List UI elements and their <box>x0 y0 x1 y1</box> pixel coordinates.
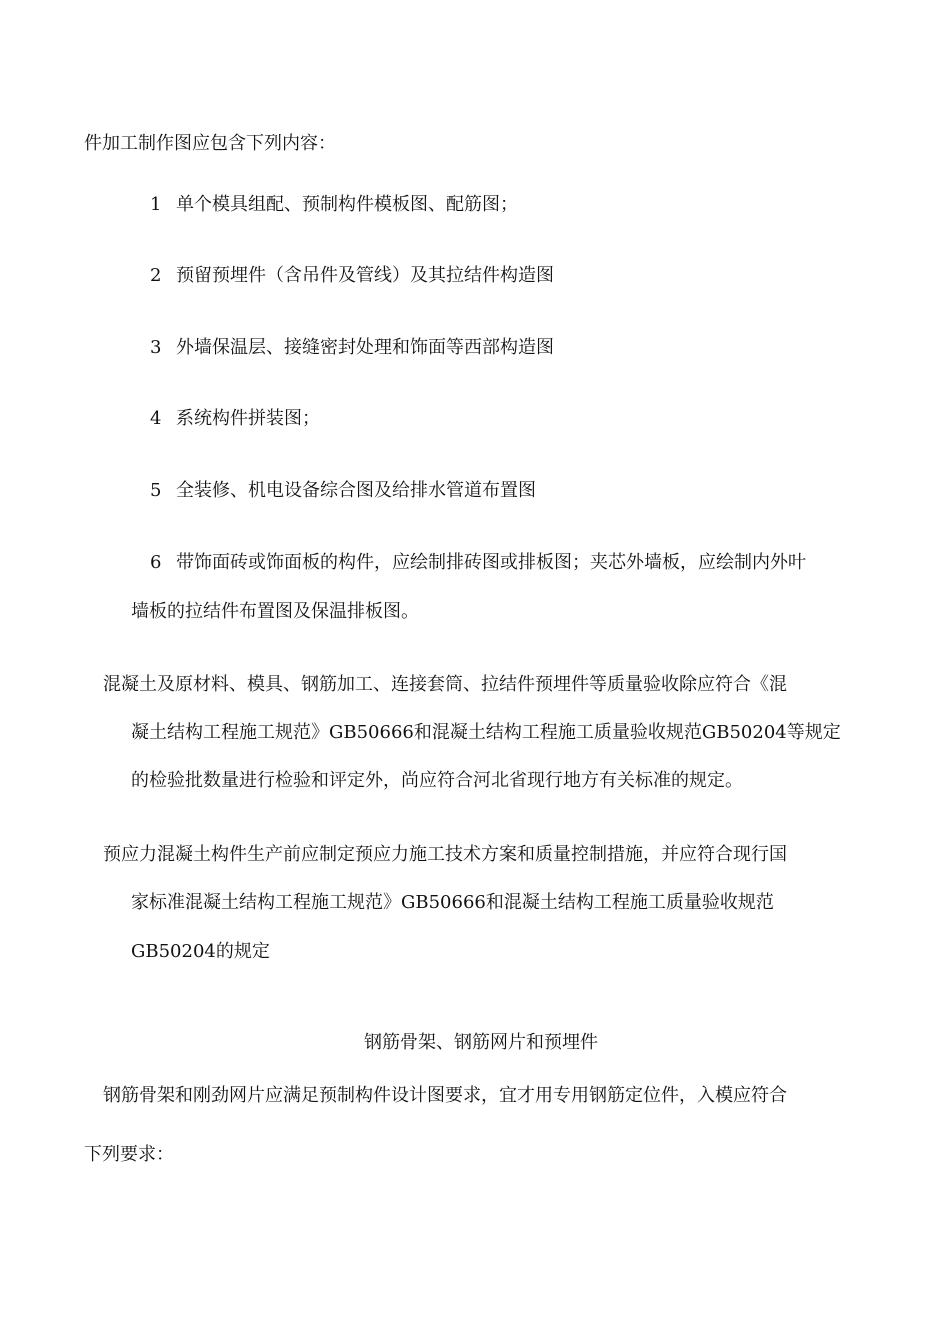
paragraph-line: 预应力混凝土构件生产前应制定预应力施工技术方案和质量控制措施，并应符合现行国 <box>103 844 787 865</box>
paragraph-line: 家标准混凝土结构工程施工规范》GB50666和混凝土结构工程施工质量验收规范 <box>131 892 774 913</box>
list-text: 外墙保温层、接缝密封处理和饰面等西部构造图 <box>176 337 554 358</box>
list-text: 预留预埋件（含吊件及管线）及其拉结件构造图 <box>176 265 554 286</box>
list-number: 5 <box>150 480 162 501</box>
list-number: 3 <box>150 337 162 358</box>
list-text: 系统构件拼装图； <box>176 408 320 429</box>
paragraph-line: 混凝土及原材料、模具、钢筋加工、连接套筒、拉结件预埋件等质量验收除应符合《混 <box>103 674 787 695</box>
list-item <box>150 551 806 575</box>
list-item <box>150 264 554 288</box>
list-text: 带饰面砖或饰面板的构件，应绘制排砖图或排板图；夹芯外墙板，应绘制内外叶 <box>176 552 806 573</box>
list-item <box>150 407 320 431</box>
list-number: 2 <box>150 265 162 286</box>
list-item <box>150 479 536 503</box>
paragraph-line: 凝土结构工程施工规范》GB50666和混凝土结构工程施工质量验收规范GB50204等规定 <box>131 722 841 743</box>
list-item <box>150 336 554 360</box>
paragraph-line: GB50204的规定 <box>131 941 270 962</box>
list-number: 4 <box>150 408 162 429</box>
list-text: 全装修、机电设备综合图及给排水管道布置图 <box>176 480 536 501</box>
list-text: 单个模具组配、预制构件模板图、配筋图； <box>176 194 518 215</box>
section-heading: 钢筋骨架、钢筋网片和预埋件 <box>364 1032 598 1053</box>
list-number: 6 <box>150 552 162 573</box>
intro-line: 件加工制作图应包含下列内容： <box>84 133 336 154</box>
paragraph-line: 下列要求： <box>84 1144 174 1165</box>
list-number: 1 <box>150 194 162 215</box>
list-item <box>150 193 518 217</box>
list-item-continuation: 墙板的拉结件布置图及保温排板图。 <box>131 601 419 622</box>
paragraph-line: 的检验批数量进行检验和评定外，尚应符合河北省现行地方有关标准的规定。 <box>131 770 743 791</box>
paragraph-line: 钢筋骨架和刚劲网片应满足预制构件设计图要求，宜才用专用钢筋定位件，入模应符合 <box>103 1085 787 1106</box>
